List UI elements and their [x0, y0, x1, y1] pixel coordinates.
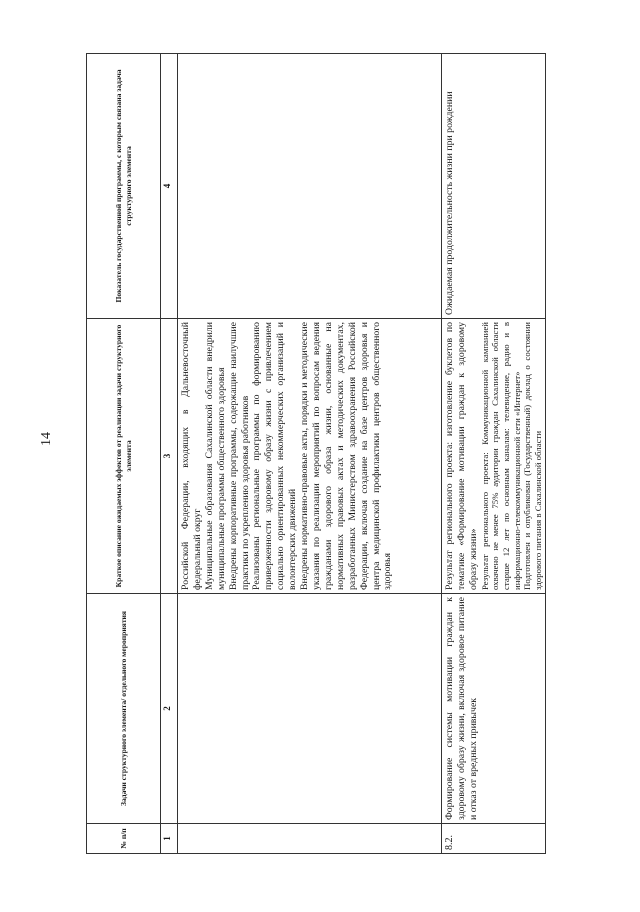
row2-effect-line: Подготовлен и опубликован (Государственный) доклад о состоянии здорового питания в Сахалинской области [522, 322, 543, 590]
header-row [87, 54, 161, 854]
table-row [442, 54, 546, 854]
row1-num [178, 824, 442, 854]
col-number-3: 3 [161, 319, 178, 594]
header-indicator: Показатель государственной программы, с которым связана задача структурного элемента [87, 54, 161, 319]
row1-indicator [178, 54, 442, 319]
page-number: 14 [39, 432, 54, 446]
row1-effect-line: Российской Федерации, входящих в Дальневосточный федеральный округ [180, 322, 203, 590]
row1-effect-line: Муниципальные образования Сахалинской области внедрили муниципальные программы общественного здоровья [203, 322, 227, 590]
row2-effect-line: Результат регионального проекта: Коммуникационной кампанией охвачено не менее 75% аудитории граждан Сахалинской области старше 12 лет по основным каналам: телевидение, радио и в информационно-телекоммуникационной сети «Интернет» [479, 322, 522, 590]
row2-num: 8.2. [442, 824, 546, 854]
header-effects: Краткое описание ожидаемых эффектов от реализации задачи структурного элемента [87, 319, 161, 594]
header-num: № п/п [87, 824, 161, 854]
col-number-4: 4 [161, 54, 178, 319]
table-row [178, 54, 442, 854]
row1-effect-line: Внедрены нормативно-правовые акты, порядки и методические указания по реализации мероприятий по вопросам ведения гражданами здорового образа жизни, основанные на нормативных правовых актах и методических документах, разработанных Министерством здравоохранения Российской Федерации, включая создание на базе центров здоровья и центра медицинской профилактики центров общественного здоровья [299, 322, 394, 590]
row1-task [178, 594, 442, 824]
row1-effect-line: Внедрены корпоративные программы, содержащие наилучшие практики по укреплению здоровья работников [227, 322, 251, 590]
header-task: Задачи структурного элемента/ отдельного мероприятия [87, 594, 161, 824]
column-number-row [161, 54, 178, 854]
row2-indicator: Ожидаемая продолжительность жизни при рождении [442, 54, 546, 319]
col-number-2: 2 [161, 594, 178, 824]
col-number-1: 1 [161, 824, 178, 854]
row2-task: Формирование системы мотивации граждан к здоровому образу жизни, включая здоровое питание и отказ от вредных привычек [442, 594, 546, 824]
row1-effects [178, 319, 442, 594]
row2-effects [442, 319, 546, 594]
document-table-rotated [86, 54, 543, 854]
goals-table [86, 53, 546, 854]
row2-effect-line: Результат регионального проекта: изготовление буклетов по тематике «Формирование мотивации граждан к здоровому образу жизни» [444, 322, 479, 590]
row1-effect-line: Реализованы региональные программы по формированию приверженности здоровому образу жизни с привлечением социально ориентированных некоммерческих организаций и волонтерских движений [251, 322, 299, 590]
